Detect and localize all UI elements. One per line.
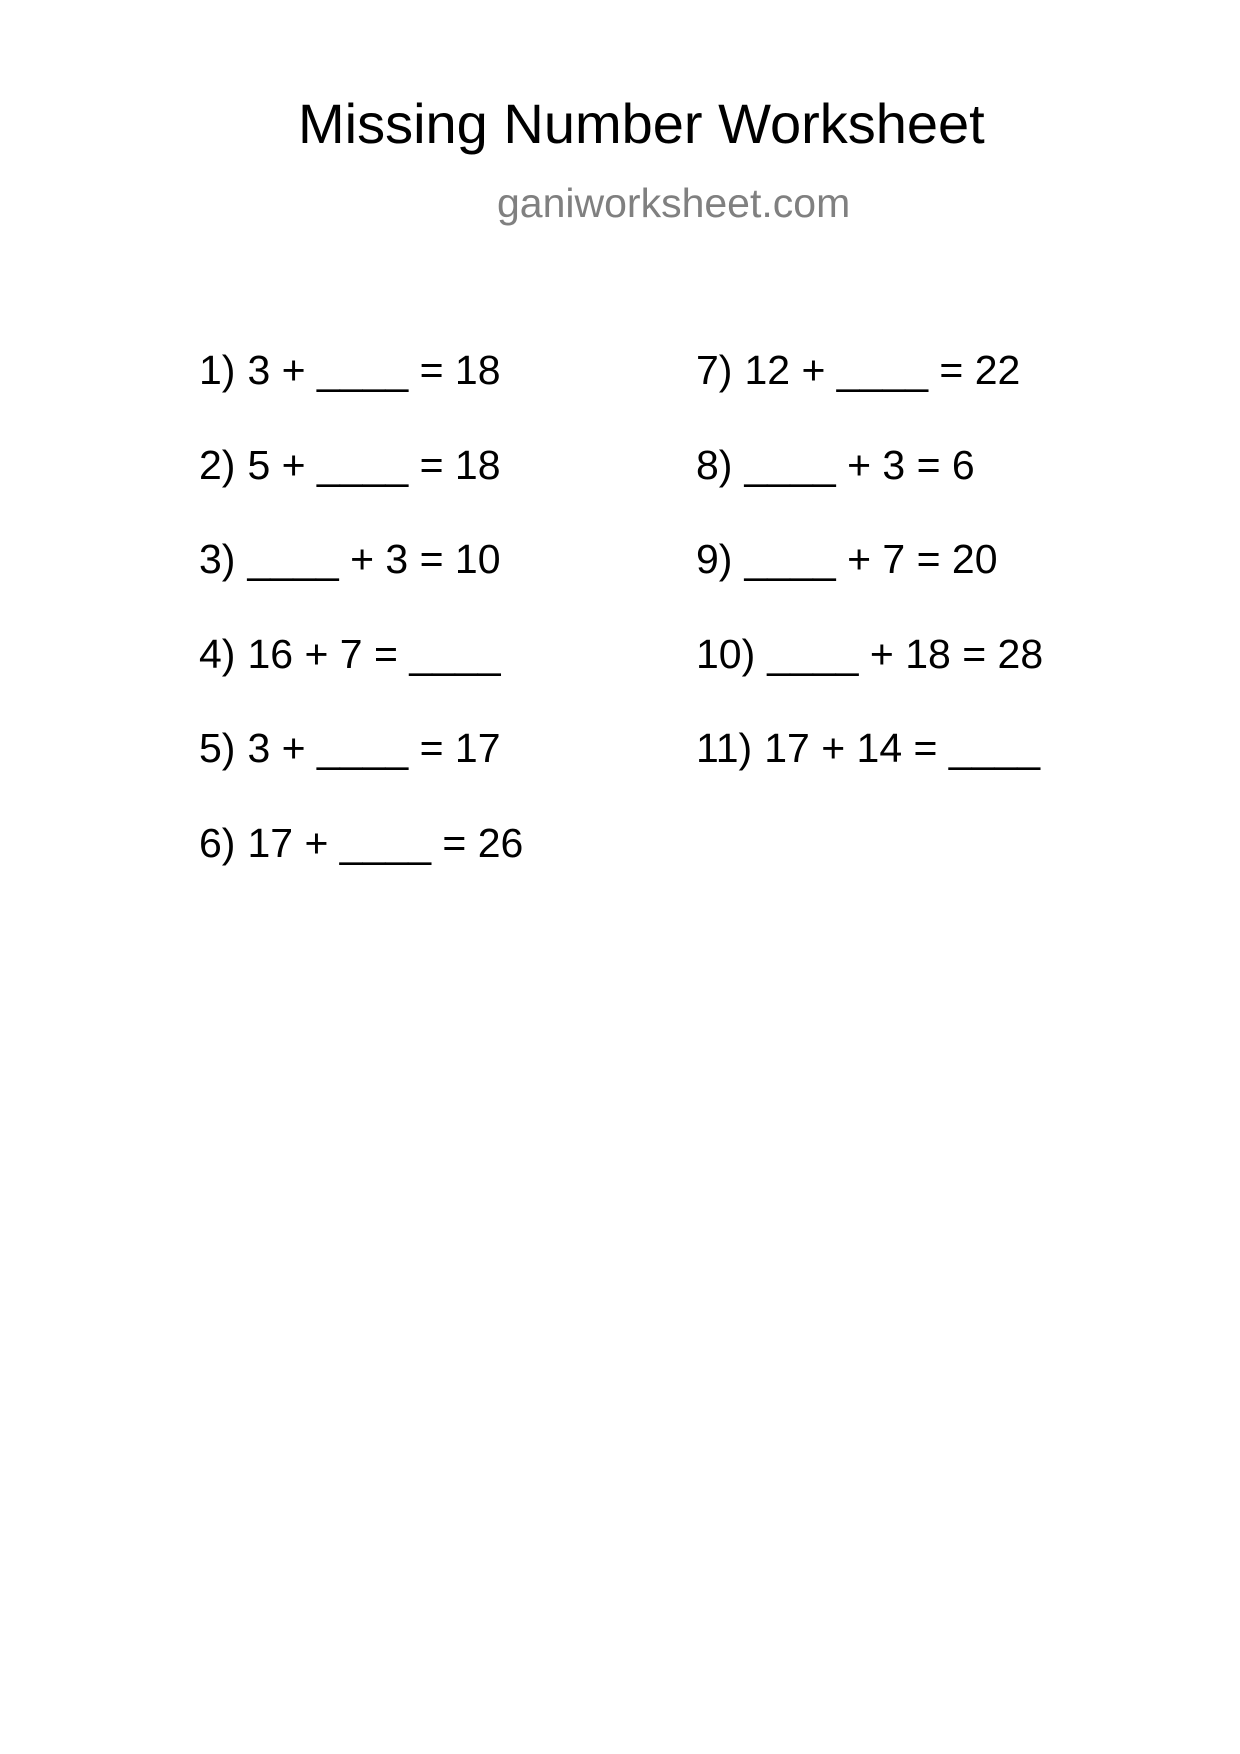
problem-number: 2): [199, 441, 236, 488]
problem-column-right: [696, 347, 1044, 823]
problem-5: [199, 725, 523, 823]
problem-expression: ____ + 3 = 6: [744, 441, 975, 488]
problem-number: 5): [199, 725, 236, 771]
problem-expression: 16 + 7 = ____: [247, 630, 501, 677]
problem-expression: 12 + ____ = 22: [744, 347, 1021, 393]
problem-expression: ____ + 18 = 28: [767, 630, 1044, 677]
problem-number: 7): [696, 347, 733, 393]
problem-11: [696, 725, 1043, 823]
problem-number: 8): [696, 441, 733, 488]
problem-column-left: [199, 347, 524, 917]
problem-expression: 17 + ____ = 26: [247, 819, 524, 866]
problem-number: 4): [199, 630, 236, 677]
problem-9: [696, 536, 1043, 634]
problem-number: 3): [199, 536, 236, 582]
problem-expression: 3 + ____ = 17: [247, 725, 501, 771]
problem-2: [199, 441, 523, 540]
problem-10: [696, 630, 1044, 729]
problem-4: [199, 630, 523, 729]
problem-3: [199, 536, 523, 634]
problem-number: 11): [696, 725, 753, 771]
problem-number: 9): [696, 536, 733, 582]
problem-expression: ____ + 3 = 10: [247, 536, 501, 582]
source-website: ganiworksheet.com: [497, 180, 851, 226]
problem-7: [696, 347, 1043, 445]
problem-number: 6): [199, 819, 236, 866]
worksheet-title: Missing Number Worksheet: [298, 92, 985, 155]
problem-expression: ____ + 7 = 20: [744, 536, 998, 582]
problem-expression: 17 + 14 = ____: [764, 725, 1041, 771]
problem-expression: 5 + ____ = 18: [247, 441, 501, 488]
problem-6: [199, 819, 524, 918]
problem-number: 10): [696, 630, 756, 677]
problem-number: 1): [199, 347, 236, 393]
problem-expression: 3 + ____ = 18: [247, 347, 501, 393]
problem-8: [696, 441, 1043, 540]
problem-1: [199, 347, 523, 445]
